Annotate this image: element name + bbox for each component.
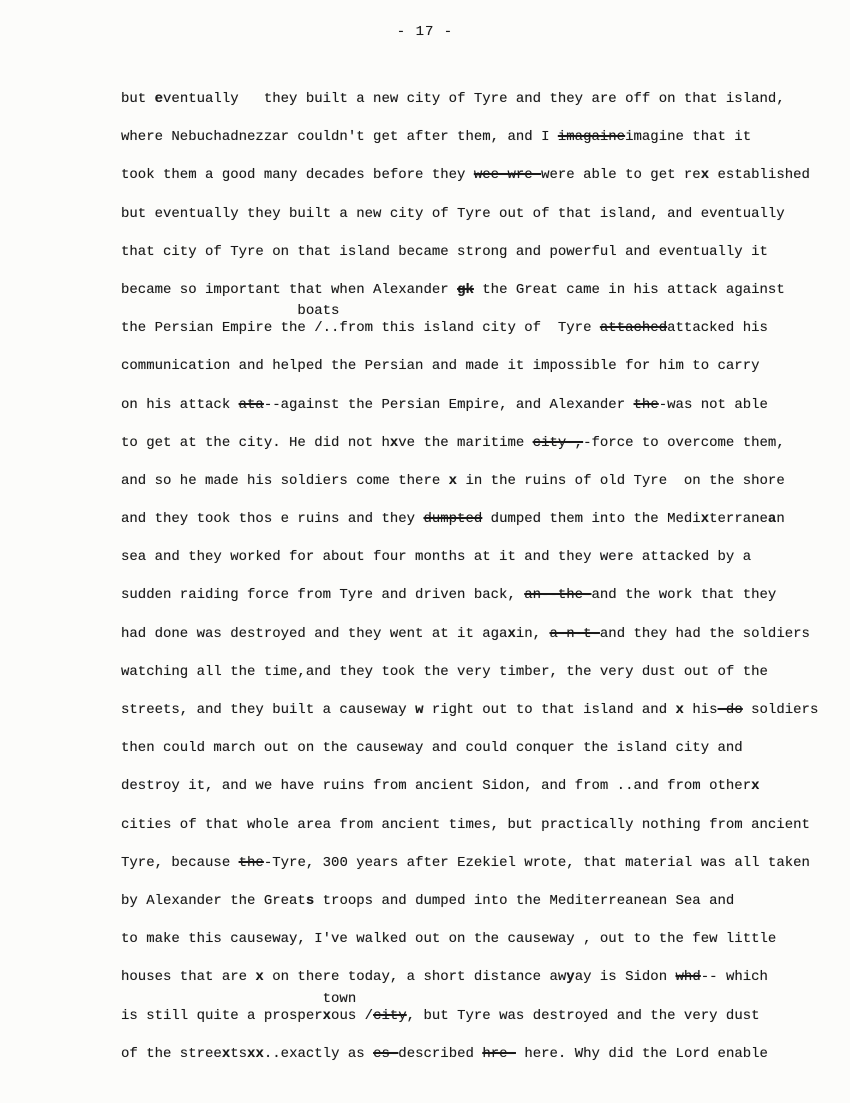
text-segment: troops and dumped into the Mediterreanean Sea and (314, 892, 735, 909)
overtyped-text: x (507, 625, 516, 642)
text-line (121, 576, 836, 614)
text-line (121, 118, 836, 156)
text-segment: where Nebuchadnezzar couldn't get after them, and I (121, 129, 558, 146)
text-segment: described (398, 1045, 483, 1062)
text-segment: soldiers (742, 702, 819, 718)
text-segment: then could march out on the causeway and could conquer the island city and (121, 740, 743, 757)
struck-text: a-n-t- (549, 625, 600, 642)
text-line (121, 729, 836, 767)
text-segment: and so he made his soldiers come there (121, 472, 449, 489)
text-line (121, 1035, 836, 1073)
text-line (121, 347, 836, 385)
overtyped-text: x (255, 969, 264, 986)
text-segment: in the ruins of old Tyre on the shore (457, 472, 785, 489)
struck-text: whd (675, 969, 701, 986)
text-segment: and they had the soldiers (599, 625, 810, 642)
text-line (121, 156, 836, 194)
text-line (121, 195, 836, 233)
text-segment: by Alexander the Great (121, 892, 306, 909)
text-segment: sea and they worked for about four months at it and they were attacked by a (121, 549, 752, 566)
struck-text: an--the- (524, 587, 592, 604)
overtyped-text: x (700, 511, 710, 528)
overtyped-text: x (448, 472, 458, 489)
text-line (121, 958, 836, 996)
interline-insertion: boats (297, 303, 340, 320)
text-segment: imagine that it (625, 129, 752, 146)
text-line (121, 653, 836, 691)
overtyped-text: x (322, 1007, 332, 1024)
text-segment: to get at the city. He did not h (121, 434, 390, 451)
text-segment: and the work that they (591, 587, 777, 604)
struck-text: dumpted (423, 511, 483, 528)
overtyped-text: a (767, 511, 777, 528)
text-segment: n (776, 511, 785, 528)
text-segment: in, (515, 625, 550, 642)
text-line (121, 844, 836, 882)
struck-text: the (633, 396, 659, 413)
text-segment: terrane (709, 511, 768, 528)
struck-text: es- (373, 1045, 399, 1062)
text-segment: destroy it, and we have ruins from ancient Sidon, and from ..and from other (121, 778, 752, 795)
overtyped-text: xx (247, 1045, 264, 1062)
struck-text: hre- (482, 1045, 516, 1062)
struck-text: imagaine (557, 129, 626, 146)
text-segment: ..exactly as (263, 1045, 374, 1062)
overtyped-text: s (305, 892, 315, 909)
overtyped-text: e (154, 91, 164, 107)
text-segment: -was not able (658, 396, 768, 413)
text-line (121, 691, 836, 729)
text-segment: and they took thos e ruins and they (121, 511, 424, 528)
page-number: - 17 - (396, 24, 454, 40)
text-segment: the Great came in his attack against (473, 281, 785, 298)
text-segment: established (709, 167, 810, 184)
overtyped-text: x (221, 1045, 231, 1062)
overtyped-text: x (675, 702, 684, 718)
text-segment: streets, and they built a causeway (121, 702, 416, 718)
text-segment: here. Why did the Lord enable (515, 1045, 768, 1062)
text-segment: sudden raiding force from Tyre and driven back, (121, 587, 525, 604)
struck-text: ata (238, 396, 264, 413)
text-segment: on there today, a short distance aw (263, 969, 567, 986)
text-segment: ve the maritime (398, 434, 533, 451)
overtyped-text: w (415, 702, 424, 718)
text-segment: but (121, 91, 155, 107)
text-segment: had done was destroyed and they went at it aga (121, 625, 508, 642)
text-line (121, 500, 836, 538)
overtyped-text: x (700, 167, 710, 184)
struck-text: wee wre (473, 167, 542, 184)
text-segment: to make this causeway, I've walked out on the causeway , out to the few little (121, 931, 777, 948)
document-body (121, 80, 836, 1073)
struck-text: city (373, 1007, 407, 1024)
struck-text: attached (599, 320, 668, 337)
interline-insertion: town (322, 990, 357, 1007)
struck-text: -do (717, 702, 743, 718)
text-line (121, 990, 836, 1035)
text-line (121, 233, 836, 271)
text-segment: took them a good many decades before they (121, 167, 474, 184)
overtyped-text: x (751, 778, 760, 795)
text-line (121, 462, 836, 500)
text-segment: , but Tyre was destroyed and the very dust (406, 1007, 760, 1024)
text-line (121, 271, 836, 309)
text-line (121, 538, 836, 576)
text-segment: dumped them into the Medi (482, 511, 701, 528)
text-line (121, 615, 836, 653)
text-line (121, 920, 836, 958)
text-segment: the Persian Empire the /..from this island city of Tyre (121, 320, 600, 337)
overtyped-struck-text: gk (457, 281, 474, 298)
text-segment: were able to get re (541, 167, 701, 184)
text-segment: communication and helped the Persian and made it impossible for him to carry (121, 358, 760, 375)
overtyped-text: y (566, 969, 575, 986)
text-segment: Tyre, because (121, 854, 239, 871)
text-segment: ventually they built a new city of Tyre and they are off on that island, (163, 91, 785, 107)
text-segment: attacked his (667, 320, 768, 337)
text-segment: but eventually they built a new city of Tyre out of that island, and eventually (121, 205, 785, 222)
text-segment: ay is Sidon (574, 969, 676, 986)
struck-text: city-, (532, 434, 584, 451)
text-segment: of the stree (121, 1045, 222, 1062)
text-line (121, 386, 836, 424)
text-segment: --against the Persian Empire, and Alexander (263, 396, 634, 413)
text-line (121, 303, 836, 347)
text-segment: watching all the time,and they took the very timber, the very dust out of the (121, 663, 768, 680)
text-segment: cities of that whole area from ancient times, but practically nothing from ancient (121, 816, 810, 833)
text-segment: houses that are (121, 969, 256, 986)
text-segment: right out to that island and (423, 702, 676, 718)
text-line (121, 882, 836, 920)
text-segment: became so important that when Alexander (121, 281, 458, 298)
text-segment: ous / (331, 1007, 374, 1024)
text-line (121, 806, 836, 844)
overtyped-text: x (389, 434, 399, 451)
text-segment: his (683, 702, 718, 718)
text-line (121, 424, 836, 462)
text-line (121, 80, 836, 118)
text-segment: on his attack (121, 396, 239, 413)
text-segment: -force to overcome them, (583, 434, 785, 451)
text-line (121, 767, 836, 805)
text-segment: that city of Tyre on that island became strong and powerful and eventually it (121, 243, 768, 260)
text-segment: -- which (700, 969, 768, 986)
text-segment: -Tyre, 300 years after Ezekiel wrote, that material was all taken (263, 854, 810, 871)
text-segment: ts (230, 1045, 248, 1062)
struck-text: the (238, 854, 264, 871)
text-segment: is still quite a prosper (121, 1007, 323, 1024)
